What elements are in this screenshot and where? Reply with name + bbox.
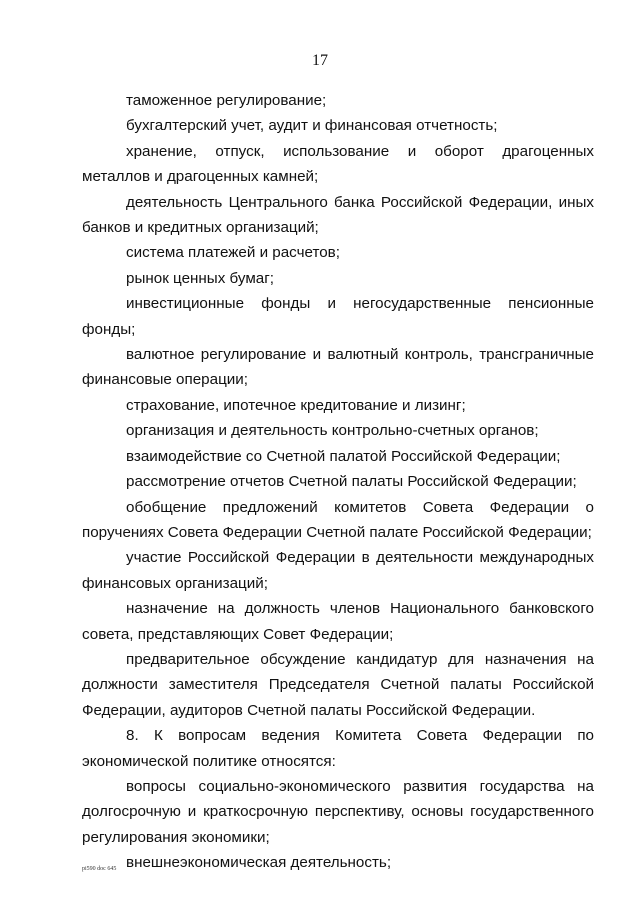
paragraph: валютное регулирование и валютный контроль, трансграничные финансовые операции; bbox=[82, 346, 594, 389]
document-body bbox=[82, 88, 594, 876]
paragraph: обобщение предложений комитетов Совета Федерации о поручениях Совета Федерации Счетной палате Российской Федерации; bbox=[82, 498, 594, 541]
paragraph: страхование, ипотечное кредитование и лизинг; bbox=[126, 396, 466, 414]
paragraph: внешнеэкономическая деятельность; bbox=[126, 854, 392, 872]
footer-file-code: pi590 doc 645 bbox=[82, 866, 117, 872]
paragraph: участие Российской Федерации в деятельности международных финансовых организаций; bbox=[82, 549, 594, 592]
paragraph: вопросы социально-экономического развития государства на долгосрочную и краткосрочную перспективу, основы государственного регулирования экономики; bbox=[82, 777, 594, 846]
page-number: 17 bbox=[312, 52, 328, 69]
paragraph: предварительное обсуждение кандидатур для назначения на должности заместителя Председателя Счетной палаты Российской Федерации, аудиторов Счетной палаты Российской Федерации. bbox=[82, 650, 594, 719]
paragraph: таможенное регулирование; bbox=[126, 92, 327, 109]
paragraph: рынок ценных бумаг; bbox=[126, 269, 274, 287]
paragraph: бухгалтерский учет, аудит и финансовая отчетность; bbox=[126, 117, 498, 135]
paragraph: система платежей и расчетов; bbox=[126, 244, 340, 262]
paragraph: хранение, отпуск, использование и оборот драгоценных металлов и драгоценных камней; bbox=[82, 142, 594, 186]
paragraph: организация и деятельность контрольно-счетных органов; bbox=[126, 422, 539, 440]
section-heading-paragraph: 8. К вопросам ведения Комитета Совета Федерации по экономической политике относятся: bbox=[82, 727, 594, 770]
paragraph: деятельность Центрального банка Российской Федерации, иных банков и кредитных организаций; bbox=[82, 193, 594, 237]
paragraph: взаимодействие со Счетной палатой Российской Федерации; bbox=[126, 447, 561, 465]
paragraph: назначение на должность членов Национального банковского совета, представляющих Совет Федерации; bbox=[82, 600, 594, 643]
paragraph: инвестиционные фонды и негосударственные пенсионные фонды; bbox=[82, 295, 594, 338]
paragraph: рассмотрение отчетов Счетной палаты Российской Федерации; bbox=[126, 473, 577, 491]
